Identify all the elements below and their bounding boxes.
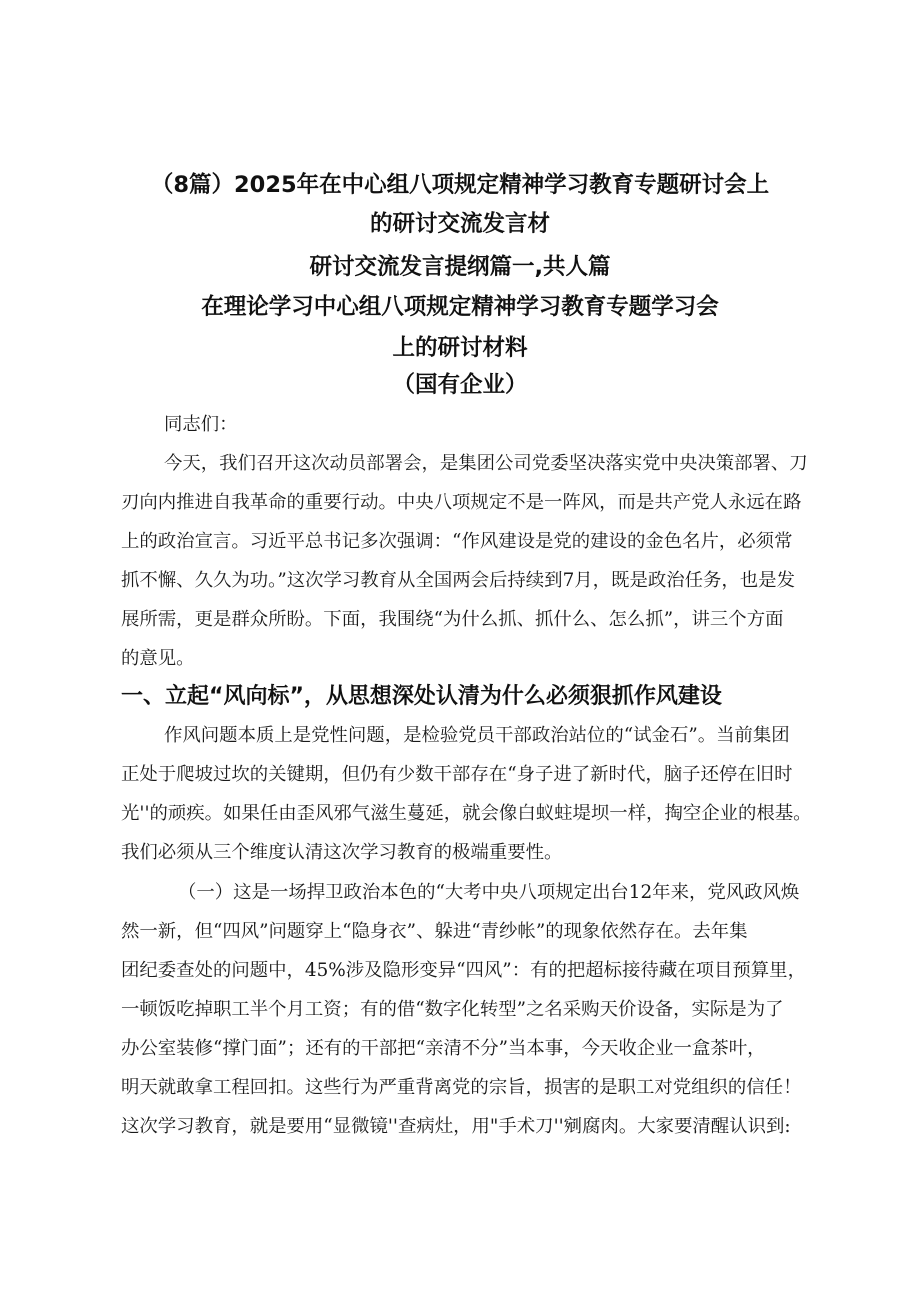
paragraph-2-line: 光''的顽疾。如果任由歪风邪气滋生蔓延，就会像白蚁蛀堤坝一样，掏空企业的根基。 bbox=[121, 803, 812, 824]
paragraph-1-line: 上的政治宣言。习近平总书记多次强调：“作风建设是党的建设的金色名片，必须常 bbox=[121, 531, 793, 552]
document-title-line-4: 在理论学习中心组八项规定精神学习教育专题学习会 bbox=[201, 294, 719, 320]
paragraph-1-line: 展所需，更是群众所盼。下面，我围绕“为什么抓、抓什么、怎么抓”，讲三个方面 bbox=[121, 609, 784, 630]
paragraph-1-line: 抓不懈、久久为功。”这次学习教育从全国两会后持续到7月，既是政治任务，也是发 bbox=[121, 570, 795, 591]
paragraph-3-line: 团纪委查处的问题中，45%涉及隐形变异“四风”：有的把超标接待藏在项目预算里， bbox=[121, 960, 806, 981]
paragraph-1-line: 的意见。 bbox=[121, 648, 195, 669]
document-subtitle: 研讨交流发言提纲篇一,共人篇 bbox=[309, 254, 611, 280]
document-title-line-2: 的研讨交流发言材 bbox=[369, 211, 550, 237]
paragraph-2-line: 我们必须从三个维度认清这次学习教育的极端重要性。 bbox=[121, 842, 563, 863]
paragraph-3-line: 明天就敢拿工程回扣。这些行为严重背离党的宗旨，损害的是职工对党组织的信任！ bbox=[121, 1077, 802, 1098]
paragraph-1-line: 刃向内推进自我革命的重要行动。中央八项规定不是一阵风，而是共产党人永远在路 bbox=[121, 492, 802, 513]
paragraph-3-line: 然一新，但“四风”问题穿上“隐身衣”、躲进“青纱帐”的现象依然存在。去年集 bbox=[121, 921, 748, 942]
paragraph-3-line: 一顿饭吃掉职工半个月工资；有的借“数字化转型”之名采购天价设备，实际是为了 bbox=[121, 999, 784, 1020]
paragraph-3-line: 这次学习教育，就是要用“显微镜''查病灶，用"手术刀''剜腐肉。大家要清醒认识到: bbox=[121, 1116, 791, 1137]
salutation: 同志们： bbox=[164, 414, 238, 435]
document-title-line-1: （8篇）2025年在中心组八项规定精神学习教育专题研讨会上 bbox=[150, 172, 770, 198]
paragraph-3-line: 办公室装修“撑门面”；还有的干部把“亲清不分”当本事，今天收企业一盒茶叶， bbox=[121, 1038, 766, 1059]
paragraph-2-line: 正处于爬坡过坎的关键期，但仍有少数干部存在“身子进了新时代，脑子还停在旧时 bbox=[121, 764, 793, 785]
section-heading: 一、立起“风向标”，从思想深处认清为什么必须狠抓作风建设 bbox=[121, 684, 722, 709]
paragraph-2-line: 作风问题本质上是党性问题，是检验党员干部政治站位的“试金石”。当前集团 bbox=[164, 725, 790, 746]
paragraph-1-line: 今天，我们召开这次动员部署会，是集团公司党委坚决落实党中央决策部署、刀 bbox=[164, 453, 808, 474]
document-title-line-6: （国有企业） bbox=[392, 372, 528, 398]
paragraph-3-line: （一）这是一场捍卫政治本色的“大考中央八项规定出台12年来，党风政风焕 bbox=[178, 882, 800, 903]
document-title-line-5: 上的研讨材料 bbox=[392, 335, 528, 361]
